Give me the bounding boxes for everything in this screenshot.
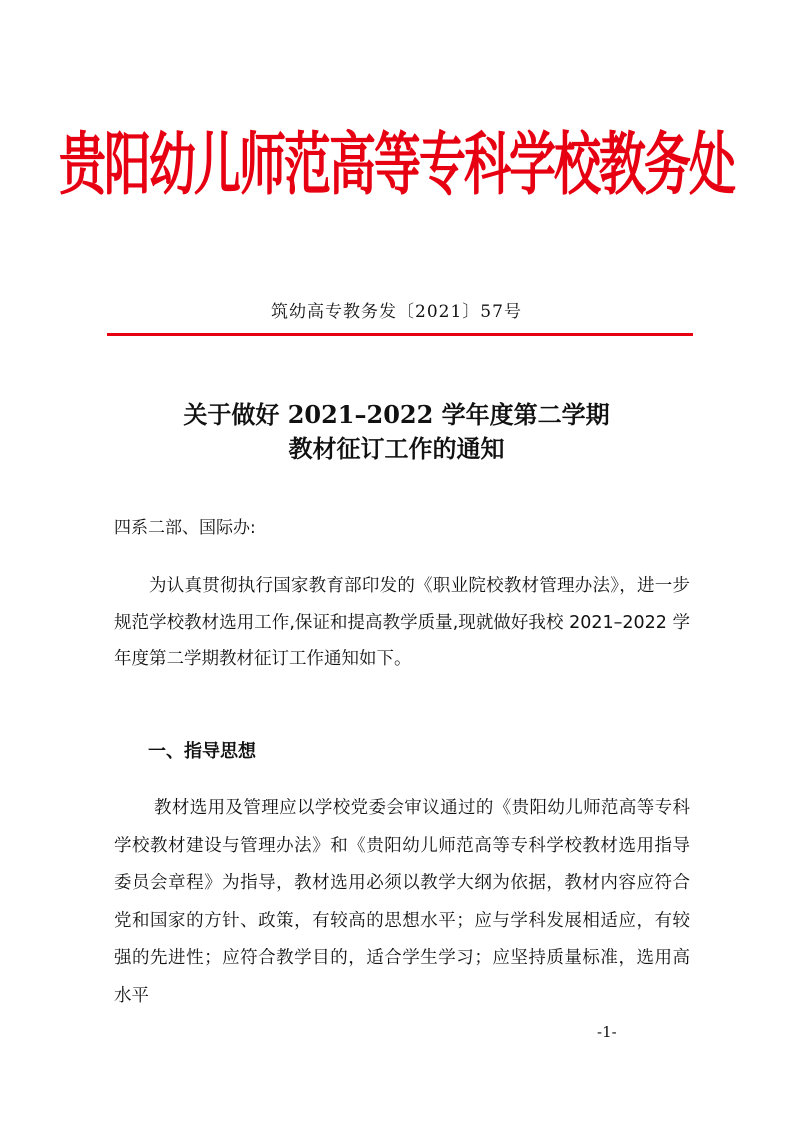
section-heading-guiding-principles: 一、指导思想 xyxy=(148,741,256,762)
document-number: 筑幼高专教务发〔2021〕57号 xyxy=(271,302,522,322)
guiding-principles-paragraph: 教材选用及管理应以学校党委会审议通过的《贵阳幼儿师范高等专科学校教材建设与管理办法》和《贵阳幼儿师范高等专科学校教材选用指导委员会章程》为指导，教材选用必须以教学大纲为依据，教材内容应符合党和国家的方针、政策，有较高的思想水平；应与学科发展相适应，有较强的先进性；应符合教学目的，适合学生学习；应坚持质量标准，选用高水平 xyxy=(114,798,690,1006)
agency-letterhead-title: 贵阳幼儿师范高等专科学校教务处 xyxy=(59,125,734,206)
page-number: -1- xyxy=(597,1023,617,1041)
document-title-line-1: 关于做好 2021–2022 学年度第二学期 xyxy=(183,400,610,429)
letterhead-divider xyxy=(107,333,693,336)
document-title xyxy=(0,398,793,466)
intro-paragraph: 为认真贯彻执行国家教育部印发的《职业院校教材管理办法》，进一步规范学校教材选用工作,保证和提高教学质量,现就做好我校 2021–2022 学年度第二学期教材征订工作通知如下。 xyxy=(114,576,690,669)
document-title-line-2: 教材征订工作的通知 xyxy=(288,434,505,463)
addressee: 四系二部、国际办: xyxy=(114,518,256,538)
